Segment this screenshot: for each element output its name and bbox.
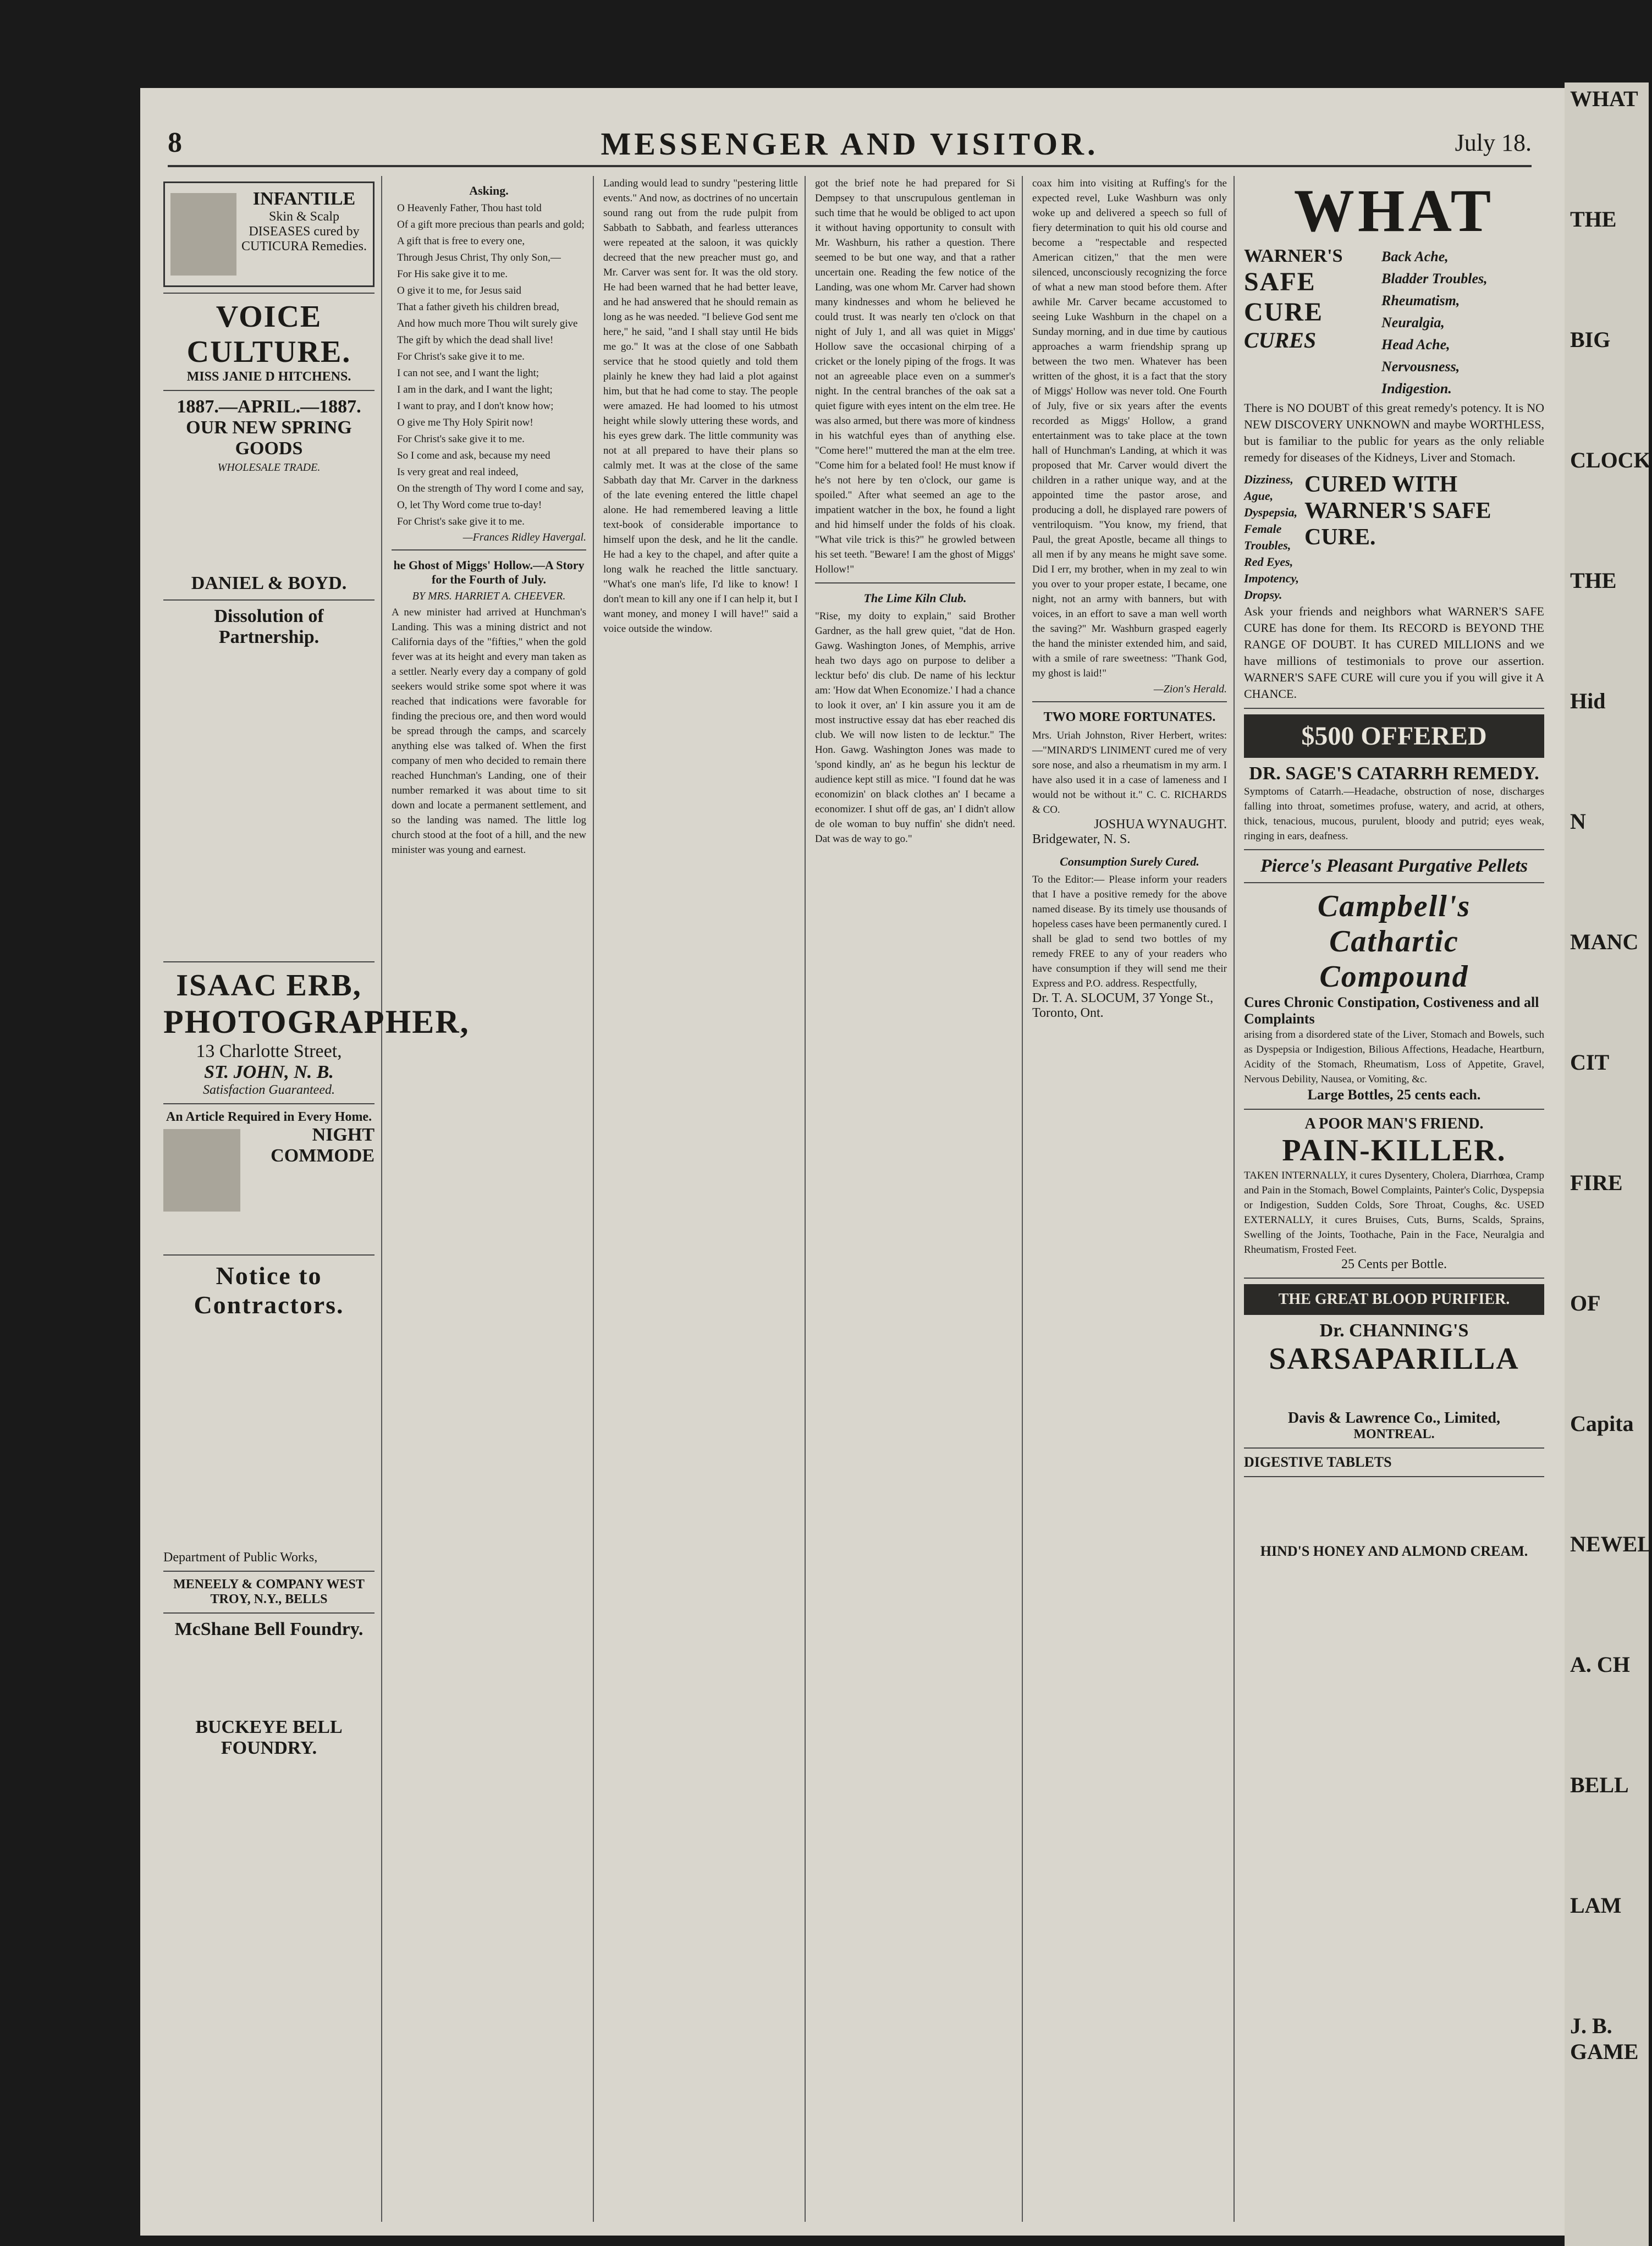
department-public-works: Department of Public Works, [163,1550,318,1565]
poem-line: I want to pray, and I don't know how; [397,400,554,412]
cuticura-subtitle: Skin & Scalp DISEASES cured by CUTICURA Remedies. [241,210,367,254]
cured-item: Impotency, [1244,571,1299,585]
commode-name: NIGHT COMMODE [271,1125,375,1166]
poem-line: O Heavenly Father, Thou hast told [397,202,542,214]
commode-title: An Article Required in Every Home. [166,1110,372,1124]
sarsaparilla-title: SARSAPARILLA [1269,1342,1519,1376]
edge-word: J. B. GAME [1570,2013,1639,2064]
story-title: he Ghost of Miggs' Hollow.—A Story for the Fourth of July. [393,558,585,586]
paper-title: MESSENGER AND VISITOR. [601,126,1099,162]
cures-label: CURES [1244,328,1317,353]
edge-word: N [1570,809,1586,834]
dissolution-title: Dissolution of Partnership. [214,606,324,647]
column-4 [808,176,1023,2222]
campbell-title-2: Cathartic [1329,924,1459,959]
warner-what-headline: WHAT [1293,177,1495,244]
poem-line: I am in the dark, and I want the light; [397,384,553,395]
voice-culture-title: VOICE CULTURE. [186,300,351,369]
spring-goods-firm: DANIEL & BOYD. [191,573,347,593]
fortunates-text: Mrs. Uriah Johnston, River Herbert, writes:—"MINARD'S LINIMENT cured me of very sore nose, and also a rheumatism in my arm. I have also used it in a case of lameness and I would not be without it." C. C. RICHARDS & CO. [1032,730,1227,816]
edge-word: CIT [1570,1050,1610,1075]
consumption-title: Consumption Surely Cured. [1060,855,1199,868]
safe-cure-brand: SAFE CURE [1244,267,1324,327]
cured-item: Female Troubles, [1244,522,1291,552]
warner-text: There is NO DOUBT of this great remedy's potency. It is NO NEW DISCOVERY UNKNOWN and maybe WORTHLESS, but is familiar to the public for years as the only reliable remedy for diseases of the Kidneys, Liver and Stomach. [1244,401,1544,464]
meneely-bells: MENEELY & COMPANY WEST TROY, N.Y., BELLS [173,1577,365,1606]
ailment-item: Back Ache, [1381,249,1449,265]
five-hundred-offered: $500 OFFERED [1244,714,1544,758]
pain-killer-title: PAIN-KILLER. [1282,1133,1506,1168]
story-author: BY MRS. HARRIET A. CHEEVER. [412,590,566,602]
erb-street: 13 Charlotte Street, [196,1041,342,1061]
newspaper-page [140,88,1565,2236]
erb-name: ISAAC ERB, [176,968,362,1003]
poem-line: O, let Thy Word come true to-day! [397,499,542,511]
edge-word: THE [1570,568,1617,593]
edge-word: Hid [1570,689,1606,713]
column-6-ads [1237,176,1551,2222]
campbell-title-1: Campbell's [1317,889,1471,923]
cured-item: Dyspepsia, [1244,505,1298,519]
edge-word: A. CH [1570,1652,1630,1677]
fortunates-signature: JOSHUA WYNAUGHT. [1094,817,1227,832]
digestive-tablets: DIGESTIVE TABLETS [1244,1454,1392,1470]
ailment-item: Neuralgia, [1381,315,1445,331]
ailment-item: Rheumatism, [1381,293,1460,309]
lime-kiln-text: "Rise, my doity to explain," said Brother Gardner, as the hall grew quiet, "dat de Hon. Gawg. Washington Jones, of Memphis, arrive heah two days ago on purpose to deliber a lecktur befo' dis club. De name of his lecktur am: 'How dat When Economize.' I had a chance to look it over, an' I kin assure you it am de most instructive essay dat has eber reached dis club. We will now listen to de lecktur." The Hon. Gawg. Washington Jones was made to 'spond kindly, an' as he begun his lecktur de audience kept still as mice. "I found dat he was economizin' on black clothes an' I became a economizer. I shut off de gas, an' I didn't allow de ole woman to buy nuffin' she didn't need. Dat was de way to go." [815,610,1015,845]
poem-line: For His sake give it to me. [397,268,508,280]
erb-city: ST. JOHN, N. B. [204,1062,334,1082]
page-number: 8 [168,127,182,158]
edge-word: WHAT [1570,86,1638,111]
edge-word: NEWEL [1570,1532,1652,1556]
poem-body [392,201,586,529]
buckeye-foundry: BUCKEYE BELL FOUNDRY. [195,1717,343,1758]
edge-word: OF [1570,1291,1601,1315]
spring-goods-title: OUR NEW SPRING GOODS [186,417,352,459]
mother-child-illustration-icon [170,193,236,276]
edge-word: MANC [1570,929,1639,954]
poem-author: —Frances Ridley Havergal. [462,531,586,543]
consumption-text: To the Editor:— Please inform your readers that I have a positive remedy for the above named disease. By its timely use thousands of hopeless cases have been permanently cured. I shall be glad to send two bottles of my remedy FREE to any of your readers who have consumption if they will send me their Express and P.O. address. Respectfully, [1032,874,1227,989]
spring-goods-trade: WHOLESALE TRADE. [217,461,321,474]
consumption-signature: Dr. T. A. SLOCUM, 37 Yonge St., Toronto, Ont. [1032,991,1214,1020]
poem-line: So I come and ask, because my need [397,450,550,461]
column-3 [597,176,806,2222]
edge-word: FIRE [1570,1170,1623,1195]
sage-catarrh-remedy: DR. SAGE'S CATARRH REMEDY. [1249,763,1539,784]
poem-line: For Christ's sake give it to me. [397,516,525,527]
edge-words [1565,82,1652,2068]
mcshane-foundry: McShane Bell Foundry. [174,1619,364,1639]
poem-line: For Christ's sake give it to me. [397,433,525,445]
spring-goods-date: 1887.—APRIL.—1887. [177,397,361,417]
lime-kiln-title: The Lime Kiln Club. [863,591,967,605]
channing-name: Dr. CHANNING'S [1319,1320,1469,1341]
poem-line: And how much more Thou wilt surely give [397,318,578,329]
poem-line: For Christ's sake give it to me. [397,351,525,362]
story-continued-text-2: got the brief note he had prepared for Si Dempsey to that unscrupulous gentleman in such time that he would be obliged to act upon it without having opportunity to consult with Mr. Washburn, his rather a question. There seemed to be but one way, and that a rather uncertain one. Reading the few notice of the Landing, was one whom Mr. Carver had shown many kindnesses and whom he believed he could trust. It was nearly ten o'clock on that night of July 1, and all was quiet in Miggs' Hollow save the occasional chirping of a cricket or the lonely piping of the frogs. It was not an agreeable place even on a summer's night. In the central branches of the oak sat a quiet figure with eyes intent on the elm tree. He was also armed, but there was more of kindness in his watchful eyes than of anything else. "Come here!" muttered the man at the elm tree. "Come him for a belated fool! He must know if he's not here by ten o'clock, our game is spoiled." After what seemed an age to the impatient watcher in the box, he found a light and hid himself under the folds of his cloak. "What vile trick is this?" he growled between his set teeth. "Beware! I am the ghost of Miggs' Hollow!" [815,178,1015,575]
story-text: A new minister had arrived at Hunchman's Landing. This was a mining district and not California days of the "fifties," when the gold fever was at its height and every man taken as a settler. Nearly every day a company of gold seekers would strike some spot where it was reached that indications were favorable for finding the precious ore, and then word would be spread through the camps, and scarcely anything else was talked of. When the first company of men who decided to remain there reached Hunchman's Landing, one of their number remarked it was about time to sit down and locate a permanent settlement, and so the landing was named. The little log church stood at the foot of a hill, and the new minister was young and earnest. [392,607,586,856]
pain-killer-price: 25 Cents per Bottle. [1341,1257,1447,1271]
poem-line: Through Jesus Christ, Thy only Son,— [397,252,561,263]
pain-killer-text: TAKEN INTERNALLY, it cures Dysentery, Cholera, Diarrhœa, Cramp and Pain in the Stomach, Bowel Complaints, Painter's Colic, Dyspepsia or Indigestion, Sudden Colds, Sore Throat, Coughs, &c. USED EXTERNALLY, it cures Bruises, Cuts, Burns, Scalds, Sprains, Swelling of the Joints, Toothache, Pain in the Face, Neuralgia and Rheumatism, Frosted Feet. [1244,1170,1544,1256]
voice-culture-name: MISS JANIE D HITCHENS. [186,370,351,384]
campbell-cures: Cures Chronic Constipation, Costiveness and all Complaints [1244,994,1539,1027]
column-5 [1026,176,1235,2222]
ailments-list [1381,246,1488,400]
campbell-price: Large Bottles, 25 cents each. [1307,1087,1481,1103]
blood-purifier-title: THE GREAT BLOOD PURIFIER. [1244,1284,1544,1315]
ailment-item: Bladder Troubles, [1381,271,1488,287]
sage-text: Symptoms of Catarrh.—Headache, obstruction of nose, discharges falling into throat, sometimes profuse, watery, and acrid, at others, thick, tenacious, mucous, purulent, bloody and putrid; eyes weak, ringing in ears, deafness. [1244,786,1544,842]
poem-line: On the strength of Thy word I come and say, [397,483,584,494]
fortunates-title: TWO MORE FORTUNATES. [1043,710,1216,724]
cured-item: Dropsy. [1244,588,1282,602]
cured-item: Red Eyes, [1244,555,1293,569]
poor-mans-friend: A POOR MAN'S FRIEND. [1304,1115,1484,1132]
davis-lawrence: Davis & Lawrence Co., Limited, [1288,1410,1500,1427]
cured-with-warner: CURED WITH WARNER'S SAFE CURE. [1304,472,1491,550]
cuticura-title: INFANTILE [252,189,356,209]
poem-line: Is very great and real indeed, [397,466,519,478]
column-2 [385,176,594,2222]
cured-list [1244,471,1299,603]
cured-item: Ague, [1244,489,1274,503]
pierce-pellets: Pierce's Pleasant Purgative Pellets [1260,856,1528,876]
edge-word: CLOCK [1570,448,1651,472]
cured-item: Dizziness, [1244,472,1293,486]
poem-line: The gift by which the dead shall live! [397,334,554,346]
edge-word: THE [1570,207,1617,232]
poem-line: I can not see, and I want the light; [397,367,539,379]
poem-line: A gift that is free to every one, [397,235,525,247]
edge-word: BIG [1570,327,1611,352]
story-continued-text: Landing would lead to sundry "pestering little events." And now, as doctrines of no uncertain sound rang out from the rude pulpit from Sabbath to Sabbath, and fearless utterances were repeated at the saloon, it was quickly decreed that the new preacher must go, and Mr. Carver was sent for. It was the old story. He had been warned that he had better leave, and he had answered that he should remain as long as he was needed. "I believe God sent me here," he said, "and I shall stay until He bids me go." It was at the close of one Sabbath service that he stood quietly and told them plainly he knew they had laid a plot against him, but that he had come to stay. The people were amazed. He had loomed to his utmost height while slowly uttering these words, and his eyes grew dark. The little community was not at all prepared to have their plans so calmly met. It was at the close of the same Sabbath day that Mr. Carver in the darkness of the late evening entered the little chapel alone. He had remembered leaving a little text-book of considerable importance to himself upon the desk, and he lit the candle. He had a key to the chapel, and after quite a long walk he reached the little sanctuary. "What's one man's life, I'd like to know! I don't mean to kill any one if I can help it, but I want money, and money I will have!" said a voice outside the window. [603,178,798,635]
ailment-item: Indigestion. [1381,381,1452,397]
poem-line: O give it to me, for Jesus said [397,285,521,296]
poem-line: O give me Thy Holy Spirit now! [397,417,533,428]
masthead [168,121,1532,167]
edge-word: LAM [1570,1893,1622,1918]
warners-brand: WARNER'S [1244,246,1343,266]
poem-line: Of a gift more precious than pearls and gold; [397,219,585,230]
adjacent-page-edge [1565,82,1652,2246]
story-conclusion-text: coax him into visiting at Ruffing's for the expected revel, Luke Washburn was only woke up and delivered a speech so full of fiery determination to quit his old course and become a "respectable and respected American citizen," that the men were silenced, unconsciously recognizing the force of what a new man stood before them. After awhile Mr. Carver became accustomed to seeing Luke Washburn in the chapel on a Sunday morning, and in due time by cautious approaches a warm friendship sprang up between the two men. Whatever has been written of the ghost, it is a fact that the story of Miggs' Hollow was never told. One Fourth of July, five or six years after the events recorded as Miggs' Hollow, a grand entertainment was to take place at the town hall of Hunchman's Landing, at which it was proposed that Mr. Carver would divert the children in a rather unique way, and at the appointed time the pastor arose, and producing a doll, he displayed rare powers of ventriloquism. "You know, my friend, that Paul, the great Apostle, became all things to all men if by any means he might save some. Did I err, my brother, when in my zeal to win you over to your proper estate, I became, one night, not an army with banners, but with voices, in an effort to save a man well worth the saving?" Mr. Washburn grasped eagerly the hand the minister extended him, and said, with a smile of rare sweetness: "Thank God, my ghost is laid!" [1032,178,1227,679]
campbell-title-3: Compound [1319,960,1469,994]
ailment-item: Nervousness, [1381,359,1460,375]
poem-title: Asking. [469,184,509,197]
cuticura-ad [163,181,375,287]
hinds-cream: HIND'S HONEY AND ALMOND CREAM. [1260,1543,1528,1559]
edge-word: BELL [1570,1772,1629,1797]
davis-montreal: MONTREAL. [1353,1427,1435,1441]
ask-friends-text: Ask your friends and neighbors what WARNER'S SAFE CURE has done for them. Its RECORD is BEYOND THE RANGE OF DOUBT. It has CURED MILLIONS and we have millions of testimonials to prove our assertion. WARNER'S SAFE CURE will cure you if you will give it A CHANCE. [1244,604,1544,701]
edge-word: Capita [1570,1411,1634,1436]
story-source: —Zion's Herald. [1153,683,1227,695]
ailment-item: Head Ache, [1381,337,1450,353]
poem-line: That a father giveth his children bread, [397,301,559,313]
erb-note: Satisfaction Guaranteed. [203,1083,335,1097]
issue-date: July 18. [1455,129,1532,156]
fortunates-place: Bridgewater, N. S. [1032,832,1131,846]
campbell-text: arising from a disordered state of the Liver, Stomach and Bowels, such as Dyspepsia or Indigestion, Bilious Affections, Headache, Heartburn, Acidity of the Stomach, Rheumatism, Loss of Appetite, Gravel, Nervous Debility, Nausea, or Vomiting, &c. [1244,1029,1544,1085]
commode-illustration-icon [163,1129,240,1212]
erb-photographer: PHOTOGRAPHER, [163,1004,470,1040]
contractors-title: Notice to Contractors. [194,1262,344,1319]
